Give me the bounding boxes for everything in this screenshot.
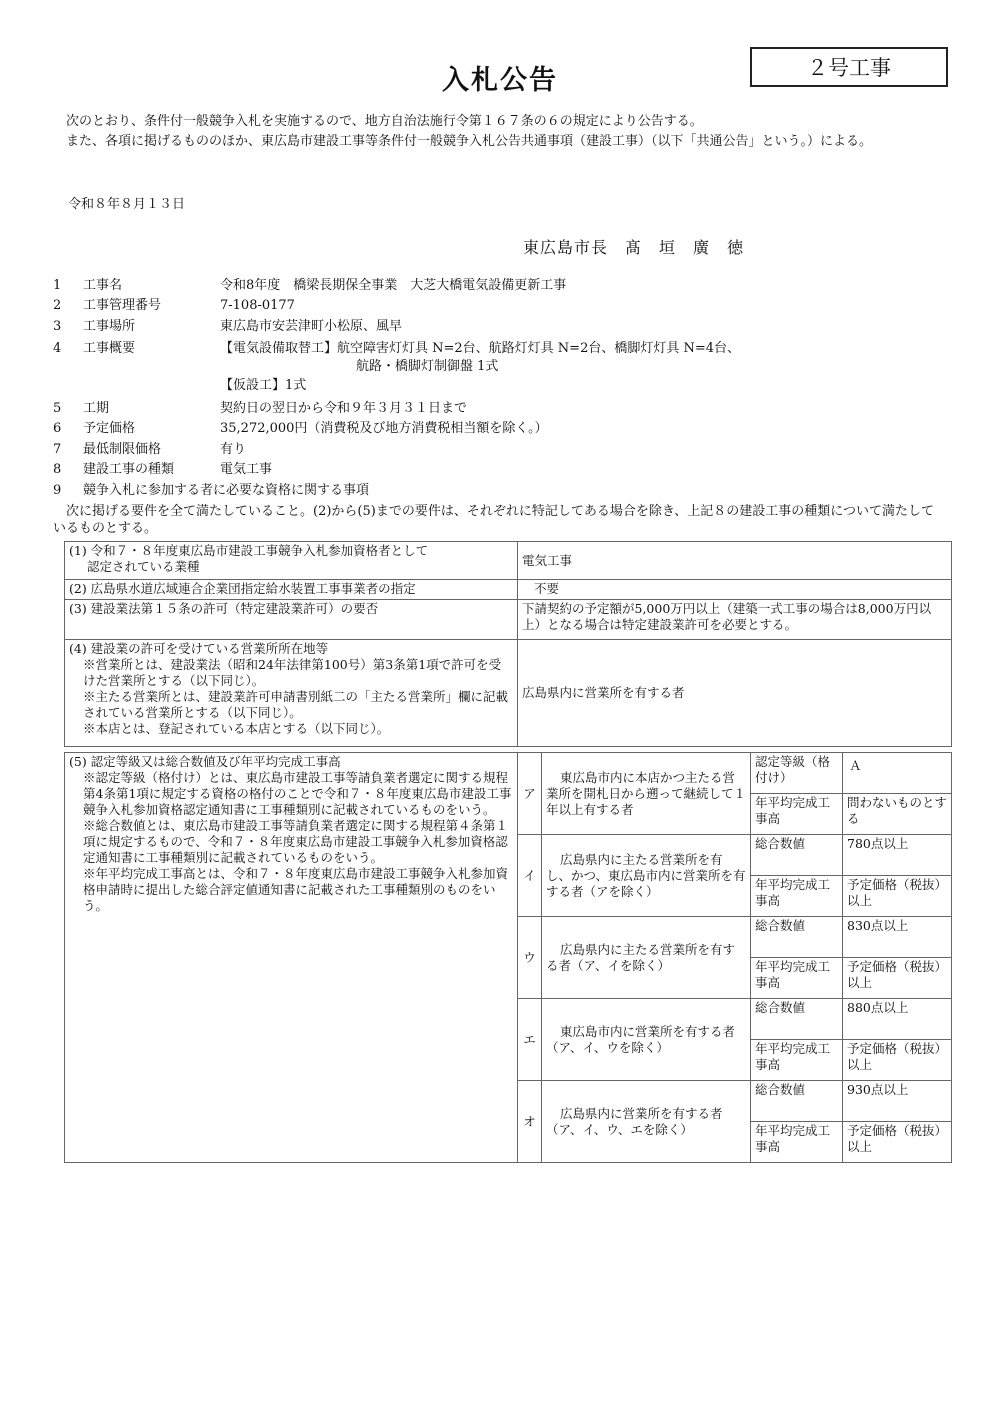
group-mark: イ [518,835,542,917]
construction-number-badge: ２号工事 [750,47,948,87]
table-row [65,753,952,794]
table-cell [65,753,518,1163]
group-description-text: 広島県内に主たる営業所を有し、かつ、東広島市内に営業所を有する者（アを除く） [546,851,746,899]
table-row [65,640,952,747]
criterion-value: 予定価格（税抜）以上 [843,1040,952,1081]
criterion-value: 予定価格（税抜）以上 [843,876,952,917]
table-cell [65,640,518,747]
item-label: 最低制限価格 [83,442,162,457]
intro-paragraph-1 [53,112,943,131]
requirement-text [53,503,943,537]
mayor-signature: 東広島市長 髙 垣 廣 徳 [523,238,745,257]
group-description [542,917,751,999]
criterion-label: 総合数値 [751,917,843,958]
item-value: 有り [220,442,247,457]
criterion-label: 年平均完成工事高 [751,1040,843,1081]
row1-right: 電気工事 [522,552,573,568]
row4-title: (4) 建設業の許可を受けている営業所所在地等 [69,641,329,656]
row5-title: (5) 認定等級又は総合数値及び年平均完成工事高 [69,754,341,769]
table-cell [518,640,952,747]
group-description [542,753,751,835]
item-number: 4 [53,341,62,356]
criterion-value [843,753,952,794]
item-number: 3 [53,319,62,334]
table-row [65,542,952,580]
group-mark: ウ [518,917,542,999]
group-mark: ア [518,753,542,835]
table-cell [518,600,952,640]
item-label: 予定価格 [83,421,136,436]
item-label: 競争入札に参加する者に必要な資格に関する事項 [83,483,370,498]
row4-note-1: ※営業所とは、建設業法（昭和24年法律第100号）第3条第1項で許可を受けた営業所とする（以下同じ）。 [83,657,502,688]
group-description [542,999,751,1081]
group-description [542,1081,751,1163]
item-label: 建設工事の種類 [83,462,175,477]
criterion-value: 780点以上 [843,835,952,876]
item-value: 電気工事 [220,462,273,477]
intro-text-1: 次のとおり、条件付一般競争入札を実施するので、地方自治法施行令第１６７条の６の規定により公告する。 [66,114,703,129]
row1-left-line2: 認定されている業種 [87,559,200,574]
criterion-label: 年平均完成工事高 [751,1122,843,1163]
criterion-value: 880点以上 [843,999,952,1040]
page-title: 入札公告 [442,65,558,96]
qualification-table-top [64,541,952,747]
table-cell [65,580,518,600]
item-number: 2 [53,298,62,313]
criterion-label: 年平均完成工事高 [751,794,843,835]
group-mark: オ [518,1081,542,1163]
group-description-text: 東広島市内に営業所を有する者（ア、イ、ウを除く） [546,1023,736,1055]
requirement-sentence: 次に掲げる要件を全て満たしていること。(2)から(5)までの要件は、それぞれに特記してある場合を除き、上記８の建設工事の種類について満たしているものとする。 [53,504,935,536]
criterion-value-text: Ａ [849,758,862,773]
item-label: 工事場所 [83,319,136,334]
item-value-line2: 航路・橋脚灯制御盤 1式 [356,359,499,374]
intro-text-2: また、各項に掲げるもののほか、東広島市建設工事等条件付一般競争入札公告共通事項（建設工事）（以下「共通公告」という。）による。 [66,134,873,149]
row1-left: (1) 令和７・８年度東広島市建設工事競争入札参加資格者として [69,543,429,558]
criterion-value: 予定価格（税抜）以上 [843,958,952,999]
item-value: 【電気設備取替工】航空障害灯灯具 N=2台、航路灯灯具 N=2台、橋脚灯灯具 N=4台、 [220,341,741,356]
row3-left: (3) 建設業法第１５条の許可（特定建設業許可）の要否 [69,601,379,616]
table-cell [518,580,952,600]
group-description [542,835,751,917]
item-value: 35,272,000円（消費税及び地方消費税相当額を除く。） [220,421,548,436]
row3-right: 下請契約の予定額が5,000万円以上（建築一式工事の場合は8,000万円以上）となる場合は特定建設業許可を必要とする。 [522,601,932,632]
row4-right: 広島県内に営業所を有する者 [522,685,685,700]
item-value: 東広島市安芸津町小松原、風早 [220,319,403,334]
table-cell [65,542,518,580]
item-number: 5 [53,401,62,416]
criterion-label: 年平均完成工事高 [751,876,843,917]
announcement-date: 令和８年８月１３日 [68,197,186,212]
item-label: 工事概要 [83,341,136,356]
item-value: 令和8年度 橋梁長期保全事業 大芝大橋電気設備更新工事 [220,278,567,293]
table-row [65,580,952,600]
item-value: 契約日の翌日から令和９年３月３１日まで [220,401,468,416]
item-value-line3: 【仮設工】1式 [220,378,307,393]
criterion-value: 問わないものとする [843,794,952,835]
criterion-value: 830点以上 [843,917,952,958]
item-label: 工事管理番号 [83,298,162,313]
row2-right: 不要 [534,581,560,596]
group-description-text: 東広島市内に本店かつ主たる営業所を開札日から遡って継続して１年以上有する者 [546,769,747,817]
table-cell [65,600,518,640]
row4-note-2: ※主たる営業所とは、建設業許可申請書別紙二の「主たる営業所」欄に記載されている営業所とする（以下同じ）。 [83,689,509,720]
intro-paragraph-2 [53,132,943,151]
row5-note-2: ※総合数値とは、東広島市建設工事等請負業者選定に関する規程第４条第１項に規定するもので、令和７・８年度東広島市建設工事競争入札参加資格認定通知書に工事種類別に記載されているものをいう。 [83,818,509,865]
row4-note-3: ※本店とは、登記されている本店とする（以下同じ）。 [83,721,390,736]
item-value: 7-108-0177 [220,298,295,313]
item-label: 工事名 [83,278,123,293]
group-description-text: 広島県内に営業所を有する者（ア、イ、ウ、エを除く） [546,1105,723,1137]
group-description-text: 広島県内に主たる営業所を有する者（ア、イを除く） [546,941,736,973]
row5-note-1: ※認定等級（格付け）とは、東広島市建設工事等請負業者選定に関する規程第4条第1項に規定する資格の格付のことで令和７・８年度東広島市建設工事競争入札参加資格認定通知書に工事種類別に記載されているものをいう。 [83,770,512,817]
criterion-value: 予定価格（税抜）以上 [843,1122,952,1163]
item-number: 9 [53,483,62,498]
qualification-table-grade [64,752,952,1163]
criterion-label: 総合数値 [751,999,843,1040]
criterion-label: 認定等級（格付け） [751,753,843,794]
criterion-value: 930点以上 [843,1081,952,1122]
table-row [65,600,952,640]
item-label: 工期 [83,401,110,416]
item-number: 1 [53,278,62,293]
criterion-label: 総合数値 [751,1081,843,1122]
criterion-label: 総合数値 [751,835,843,876]
row2-left: (2) 広島県水道広域連合企業団指定給水装置工事事業者の指定 [69,581,416,596]
item-number: 8 [53,462,62,477]
item-number: 7 [53,442,62,457]
table-cell [518,542,952,580]
item-number: 6 [53,421,62,436]
criterion-label: 年平均完成工事高 [751,958,843,999]
group-mark: エ [518,999,542,1081]
row5-note-3: ※年平均完成工事高とは、令和７・８年度東広島市建設工事競争入札参加資格申請時に提出した総合評定値通知書に記載された工事種類別のものをいう。 [83,866,509,913]
